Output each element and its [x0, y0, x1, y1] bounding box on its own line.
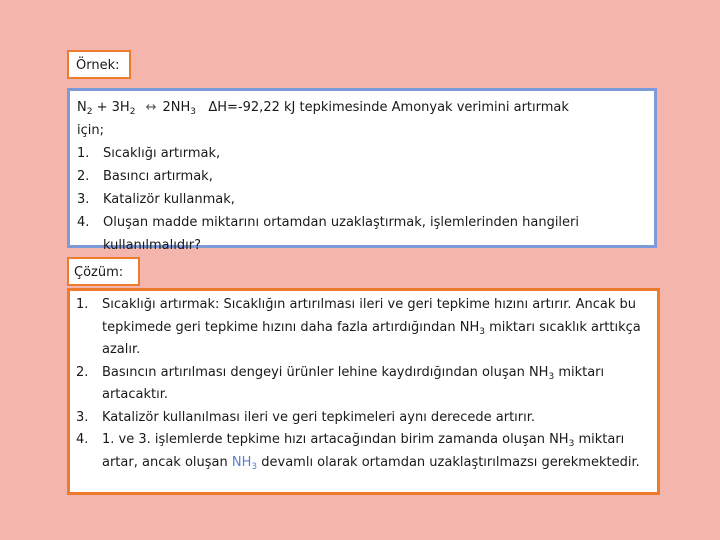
item-text — [102, 362, 651, 407]
question-item — [77, 211, 647, 257]
eq-h-sub: 2 — [129, 107, 136, 117]
solution-item — [76, 362, 651, 407]
equilibrium-arrow-icon: ↔ — [145, 100, 157, 115]
subscript: 3 — [548, 371, 555, 382]
item-number: 4. — [77, 215, 90, 230]
text-part: devamlı olarak ortamdan uzaklaştırılmazsı gerekmektedir. — [257, 454, 640, 470]
question-text: ΔH=-92,22 kJ tepkimesinde Amonyak verimini artırmak — [208, 100, 569, 115]
item-number: 2. — [76, 364, 89, 380]
item-number: 2. — [77, 169, 90, 184]
solution-item — [76, 294, 651, 362]
text-part: 1. ve 3. işlemlerde tepkime hızı artacağından birim zamanda oluşan NH — [102, 432, 569, 447]
item-text: Katalizör kullanmak, — [103, 192, 235, 207]
item-text: Katalizör kullanılması ileri ve geri tepkimeleri aynı derecede artırır. — [102, 409, 536, 425]
eq-plus: + 3H — [92, 100, 130, 115]
item-number: 1. — [76, 297, 89, 312]
text-part: Sıcaklığı artırmak: Sıcaklığın artırılması ileri ve geri tepkime hızını artırır. Ancak bu tepkimede geri tepkime hızını daha fazla artırdığından NH — [102, 297, 637, 335]
text-part: miktarı artacaktır. — [102, 364, 605, 402]
solution-label-text: Çözüm: — [74, 265, 124, 280]
item-text — [102, 294, 651, 362]
example-label — [67, 50, 131, 79]
question-item — [77, 165, 647, 188]
item-number: 3. — [77, 192, 90, 207]
eq-product: 2NH — [162, 100, 191, 115]
eq-product-sub: 3 — [190, 107, 196, 117]
item-text: Sıcaklığı artırmak, — [103, 146, 221, 161]
item-text: Oluşan madde miktarını ortamdan uzaklaştırmak, işlemlerinden hangileri kullanılmalıdır? — [103, 215, 579, 253]
text-part: miktarı artar, ancak oluşan — [102, 432, 625, 470]
solution-label — [67, 257, 140, 286]
solution-item — [76, 429, 651, 474]
question-box — [67, 88, 657, 253]
item-number: 3. — [76, 409, 89, 425]
item-text: Basıncı artırmak, — [103, 169, 213, 184]
item-number: 4. — [76, 432, 89, 447]
question-line2: için; — [77, 123, 104, 138]
highlighted-subscript: 3 — [251, 461, 258, 472]
example-label-text: Örnek: — [76, 58, 120, 73]
subscript: 3 — [479, 326, 485, 337]
solution-box — [67, 288, 660, 495]
highlighted-formula: NH — [231, 454, 252, 470]
item-text — [102, 429, 651, 474]
item-number: 1. — [77, 146, 90, 161]
text-part: miktarı sıcaklık arttıkça azalır. — [102, 319, 641, 357]
text-part: Basıncın artırılması dengeyi ürünler lehine kaydırdığından oluşan NH — [102, 364, 549, 380]
question-item — [77, 188, 647, 211]
question-item — [77, 142, 647, 165]
eq-n-sub: 2 — [86, 107, 93, 117]
question-equation-line — [77, 96, 647, 119]
solution-item — [76, 407, 651, 430]
eq-n: N — [77, 100, 87, 115]
subscript: 3 — [568, 439, 575, 449]
